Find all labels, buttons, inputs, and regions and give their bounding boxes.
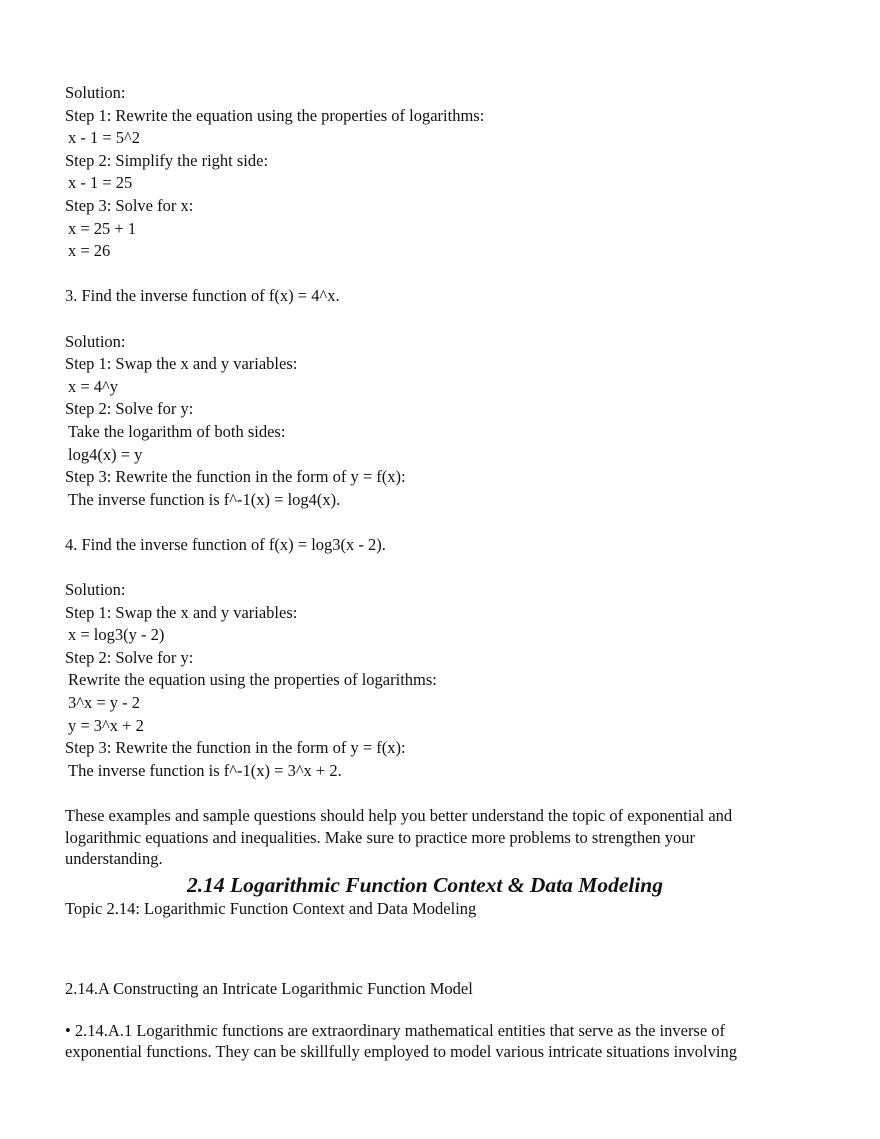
spacer xyxy=(65,308,785,331)
ex2-step1: Step 1: Rewrite the equation using the properties of logarithms: xyxy=(65,105,485,125)
ex4-equation-1: x = log3(y - 2) xyxy=(68,625,165,645)
ex2-equation-3: x = 25 + 1 xyxy=(68,218,137,238)
subsection-title: 2.14.A Constructing an Intricate Logarithmic Function Model xyxy=(65,978,473,998)
ex4-note: Rewrite the equation using the properties of logarithms: xyxy=(68,670,437,690)
spacer xyxy=(65,782,785,805)
spacer xyxy=(65,511,785,534)
topic-line: Topic 2.14: Logarithmic Function Context and Data Modeling xyxy=(65,898,477,918)
closing-paragraph: These examples and sample questions should help you better understand the topic of exponential and logarithmic equations and inequalities. Make sure to practice more problems to strengthen your understanding. xyxy=(65,806,733,868)
section-heading: 2.14 Logarithmic Function Context & Data Modeling xyxy=(186,872,664,897)
ex3-step3: Step 3: Rewrite the function in the form of y = f(x): xyxy=(65,467,406,487)
ex4-equation-3: y = 3^x + 2 xyxy=(68,715,144,735)
spacer xyxy=(65,920,785,978)
ex2-equation-1: x - 1 = 5^2 xyxy=(68,128,141,148)
bullet-paragraph: • 2.14.A.1 Logarithmic functions are extraordinary mathematical entities that serve as the inverse of exponential functions. They can be skillfully employed to model various intricate situations involving xyxy=(65,1020,737,1061)
spacer xyxy=(65,556,785,579)
ex4-equation-2: 3^x = y - 2 xyxy=(68,693,141,713)
ex3-result: The inverse function is f^-1(x) = log4(x). xyxy=(68,489,341,509)
ex3-equation-2: log4(x) = y xyxy=(68,444,143,464)
spacer xyxy=(65,1000,785,1020)
ex2-equation-4: x = 26 xyxy=(68,241,111,261)
ex4-step3: Step 3: Rewrite the function in the form of y = f(x): xyxy=(65,738,406,758)
ex2-equation-2: x - 1 = 25 xyxy=(68,173,133,193)
ex4-step2: Step 2: Solve for y: xyxy=(65,647,194,667)
ex2-step2: Step 2: Simplify the right side: xyxy=(65,150,269,170)
ex3-step1: Step 1: Swap the x and y variables: xyxy=(65,354,298,374)
ex3-equation-1: x = 4^y xyxy=(68,376,119,396)
spacer xyxy=(65,263,785,286)
ex3-note: Take the logarithm of both sides: xyxy=(68,421,286,441)
document-page xyxy=(65,82,785,1063)
ex2-solution-label: Solution: xyxy=(65,83,126,102)
ex4-question: 4. Find the inverse function of f(x) = log3(x - 2). xyxy=(65,534,386,554)
ex4-solution-label: Solution: xyxy=(65,580,126,600)
ex3-question: 3. Find the inverse function of f(x) = 4^x. xyxy=(65,286,340,306)
ex4-step1: Step 1: Swap the x and y variables: xyxy=(65,602,298,622)
ex4-result: The inverse function is f^-1(x) = 3^x + 2. xyxy=(68,760,342,780)
ex2-step3: Step 3: Solve for x: xyxy=(65,195,194,215)
ex3-solution-label: Solution: xyxy=(65,331,126,351)
ex3-step2: Step 2: Solve for y: xyxy=(65,399,194,419)
